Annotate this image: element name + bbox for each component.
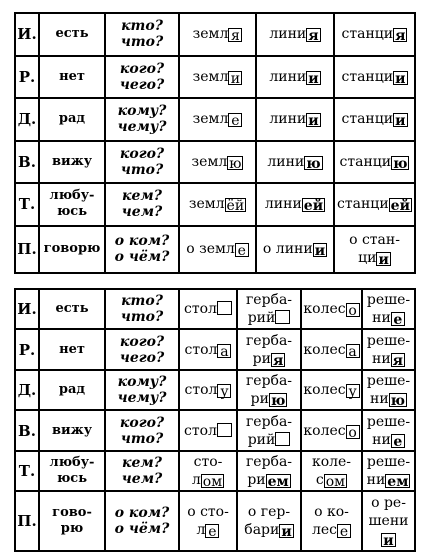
word-cell [334, 13, 415, 56]
word-stem: лини [264, 196, 302, 213]
question-line: о чём? [114, 249, 170, 266]
ending-box: и [228, 71, 242, 85]
word-cell [179, 141, 256, 184]
word-line: гербa- [245, 413, 293, 430]
word-cell [179, 451, 237, 491]
case-abbr: И. [17, 300, 37, 319]
question-line: кому? [117, 103, 167, 120]
table-row [15, 13, 415, 56]
verb-line: рю [60, 521, 84, 537]
ending-box: ом [325, 474, 346, 491]
word-line: гербa- [245, 292, 293, 309]
word-stem: стол [184, 382, 218, 399]
case-label [15, 329, 39, 369]
ending-box: и [308, 113, 319, 130]
word-stem: колес [303, 382, 346, 399]
verb-line: юсь [56, 204, 88, 220]
word-stem: о земл [186, 241, 235, 258]
ending-box [275, 310, 290, 324]
word-cell [334, 183, 415, 226]
ending-box: и [378, 252, 389, 269]
word-cell [179, 183, 256, 226]
word-cell [334, 141, 415, 184]
ending-box: ёй [226, 198, 245, 215]
word-stem: земл [192, 68, 229, 85]
question-line: кем? [122, 455, 162, 472]
ending-box: у [346, 384, 360, 398]
question-line: кто? [121, 293, 163, 310]
question-line: чего? [119, 349, 165, 366]
case-label [15, 141, 39, 184]
word-cell [362, 370, 415, 410]
word-line: гербa- [245, 373, 293, 390]
question-line: кого? [119, 333, 165, 350]
word-cell [301, 491, 362, 551]
case-label [15, 98, 39, 141]
word-cell [301, 410, 362, 450]
verb-cell [39, 98, 105, 141]
ending-box [275, 432, 290, 446]
word-line: о ре- [371, 495, 406, 512]
word-stem: станци [341, 68, 394, 85]
word-stem: л [191, 472, 201, 489]
question-cell [105, 141, 179, 184]
word-cell [301, 329, 362, 369]
case-label [15, 410, 39, 450]
question-line: кто? [121, 18, 163, 35]
question-cell [105, 329, 179, 369]
word-line: реше- [366, 454, 411, 471]
question-line: что? [120, 161, 164, 178]
word-stem: лини [269, 111, 307, 128]
word-stem: станци [341, 111, 394, 128]
word-line: коле- [311, 454, 352, 471]
case-abbr: Р. [18, 340, 36, 359]
verb-cell [39, 183, 105, 226]
ending-box: ей [390, 198, 410, 215]
word-cell [179, 370, 237, 410]
word-line: о гер- [247, 504, 291, 521]
declension-table-feminine [14, 12, 416, 274]
verb-text: нет [59, 341, 85, 357]
question-line: кому? [117, 374, 167, 391]
word-stem: рий [247, 431, 276, 448]
word-stem: ци [358, 250, 377, 267]
case-label [15, 370, 39, 410]
verb-line: любу- [49, 188, 95, 204]
table-row [15, 410, 415, 450]
case-abbr: Т. [18, 462, 36, 481]
word-stem: земл [192, 26, 229, 43]
word-stem: шени [368, 513, 409, 530]
case-label [15, 183, 39, 226]
verb-cell [39, 13, 105, 56]
ending-box: и [281, 524, 292, 541]
verb-cell [39, 329, 105, 369]
ending-box: о [346, 303, 360, 317]
verb-line: гово- [52, 505, 92, 521]
case-label [15, 451, 39, 491]
ending-box: у [217, 384, 231, 398]
question-line: что? [120, 309, 164, 326]
word-cell [179, 410, 237, 450]
table-row [15, 370, 415, 410]
word-line: гербa- [245, 332, 293, 349]
word-stem: ни [369, 391, 389, 408]
ending-box [217, 423, 232, 437]
ending-box [217, 301, 232, 315]
question-cell [105, 183, 179, 226]
word-stem: земл [192, 111, 229, 128]
word-stem: стол [184, 341, 218, 358]
ending-box: е [235, 243, 249, 257]
word-line: гербa- [245, 454, 293, 471]
verb-line: любу- [49, 455, 95, 471]
word-line: реше- [366, 413, 411, 430]
word-cell [237, 329, 301, 369]
question-line: чем? [121, 204, 163, 221]
word-stem: ни [372, 431, 391, 448]
case-abbr: И. [17, 25, 37, 44]
ending-box: и [395, 113, 406, 130]
word-stem: лини [267, 153, 305, 170]
word-cell [301, 289, 362, 329]
verb-text: рад [58, 111, 86, 127]
question-cell [105, 491, 179, 551]
word-stem: с [315, 472, 324, 489]
verb-text: рад [58, 382, 86, 398]
ending-box: ей [303, 198, 324, 215]
case-abbr: Т. [18, 195, 36, 214]
question-line: о чём? [114, 521, 170, 538]
question-line: чему? [117, 119, 167, 136]
ending-box: е [391, 312, 405, 326]
verb-line: юсь [56, 471, 88, 487]
ending-box: е [391, 434, 405, 448]
word-stem: земл [188, 196, 225, 213]
verb-text: есть [55, 26, 89, 42]
word-cell [237, 289, 301, 329]
word-cell [362, 491, 415, 551]
word-stem: ни [366, 472, 386, 489]
verb-text: вижу [51, 422, 93, 438]
word-cell [237, 491, 301, 551]
case-label [15, 289, 39, 329]
word-cell [237, 370, 301, 410]
ending-box: е [205, 524, 219, 538]
word-cell [256, 141, 334, 184]
word-line: о стан- [349, 232, 400, 249]
question-line: о ком? [114, 233, 170, 250]
word-stem: стол [184, 301, 217, 318]
word-cell [179, 98, 256, 141]
table-row [15, 98, 415, 141]
verb-cell [39, 370, 105, 410]
ending-box: о [346, 425, 360, 439]
declension-table-masculine-neuter [14, 288, 416, 552]
word-cell [179, 226, 256, 274]
table-row [15, 491, 415, 551]
word-cell [256, 98, 334, 141]
word-cell [179, 289, 237, 329]
word-stem: земл [191, 153, 228, 170]
case-abbr: В. [18, 421, 36, 440]
word-stem: ни [372, 310, 391, 327]
ending-box: ю [306, 155, 321, 172]
verb-cell [39, 289, 105, 329]
case-abbr: В. [18, 152, 36, 171]
case-label [15, 226, 39, 274]
case-abbr: П. [17, 240, 37, 259]
word-cell [237, 451, 301, 491]
ending-box: е [228, 113, 242, 127]
word-cell [334, 226, 415, 274]
question-line: кого? [119, 60, 165, 77]
word-cell [334, 98, 415, 141]
word-cell [334, 56, 415, 99]
verb-text: есть [55, 301, 89, 317]
ending-box: а [346, 344, 360, 358]
ending-box: ем [267, 474, 289, 491]
word-stem: колес [303, 301, 346, 318]
verb-cell [39, 410, 105, 450]
word-cell [362, 289, 415, 329]
word-stem: станци [339, 153, 392, 170]
case-abbr: П. [17, 512, 37, 531]
question-line: кого? [119, 145, 165, 162]
case-label [15, 56, 39, 99]
word-line: реше- [366, 332, 411, 349]
word-cell [179, 56, 256, 99]
word-stem: ри [252, 350, 271, 367]
word-line: о ко- [314, 504, 349, 521]
case-abbr: Д. [17, 381, 37, 400]
question-line: чем? [121, 471, 163, 488]
word-cell [362, 329, 415, 369]
table-row [15, 56, 415, 99]
ending-box: и [383, 533, 394, 550]
question-line: кого? [119, 414, 165, 431]
question-cell [105, 98, 179, 141]
word-cell [256, 183, 334, 226]
word-stem: о лини [262, 241, 313, 258]
table-row [15, 141, 415, 184]
word-cell [256, 226, 334, 274]
question-line: чему? [117, 390, 167, 407]
word-stem: бари [244, 522, 280, 539]
word-stem: лес [311, 522, 338, 539]
question-cell [105, 289, 179, 329]
word-stem: лини [269, 26, 307, 43]
verb-text: говорю [43, 241, 101, 257]
question-line: что? [120, 34, 164, 51]
question-cell [105, 13, 179, 56]
verb-cell [39, 226, 105, 274]
ending-box: ом [202, 474, 223, 491]
ending-box: я [308, 28, 319, 45]
table-row [15, 329, 415, 369]
word-stem: станци [341, 26, 394, 43]
ending-box: ю [229, 155, 242, 172]
word-stem: колес [303, 341, 346, 358]
ending-box: и [308, 70, 319, 87]
ending-box: ю [390, 393, 406, 410]
word-stem: рий [247, 310, 276, 327]
word-line: сто- [193, 454, 223, 471]
word-cell [301, 451, 362, 491]
word-stem: л [196, 522, 206, 539]
table-row [15, 451, 415, 491]
word-line: реше- [366, 292, 411, 309]
word-cell [256, 13, 334, 56]
word-line: о сто- [187, 504, 229, 521]
ending-box: я [392, 352, 403, 369]
verb-cell [39, 451, 105, 491]
verb-cell [39, 56, 105, 99]
question-line: чего? [119, 76, 165, 93]
case-label [15, 491, 39, 551]
question-cell [105, 56, 179, 99]
verb-text: вижу [51, 153, 93, 169]
word-stem: стол [184, 422, 217, 439]
table-row [15, 183, 415, 226]
word-stem: ри [247, 472, 266, 489]
word-cell [179, 13, 256, 56]
question-line: что? [120, 430, 164, 447]
question-line: кем? [122, 188, 162, 205]
word-stem: ри [250, 391, 269, 408]
ending-box: и [314, 243, 326, 260]
word-cell [256, 56, 334, 99]
ending-box: я [228, 28, 242, 42]
word-stem: колес [303, 422, 346, 439]
word-stem: лини [269, 68, 307, 85]
ending-box: ем [387, 474, 409, 491]
word-cell [362, 410, 415, 450]
word-line: реше- [366, 373, 411, 390]
table-row [15, 226, 415, 274]
verb-cell [39, 491, 105, 551]
case-label [15, 13, 39, 56]
table-row [15, 289, 415, 329]
word-cell [362, 451, 415, 491]
word-cell [179, 329, 237, 369]
verb-cell [39, 141, 105, 184]
case-abbr: Р. [18, 67, 36, 86]
word-cell [301, 370, 362, 410]
word-cell [237, 410, 301, 450]
ending-box: и [395, 70, 406, 87]
question-cell [105, 451, 179, 491]
case-abbr: Д. [17, 110, 37, 129]
ending-box: а [217, 344, 231, 358]
ending-box: ю [393, 155, 408, 172]
ending-box: ю [270, 393, 286, 410]
verb-text: нет [59, 68, 85, 84]
ending-box: я [395, 28, 406, 45]
question-cell [105, 226, 179, 274]
question-line: о ком? [114, 505, 170, 522]
question-cell [105, 370, 179, 410]
ending-box: я [272, 352, 284, 369]
word-cell [179, 491, 237, 551]
word-stem: ни [371, 350, 391, 367]
word-stem: станци [337, 196, 389, 213]
question-cell [105, 410, 179, 450]
ending-box: е [337, 524, 351, 538]
